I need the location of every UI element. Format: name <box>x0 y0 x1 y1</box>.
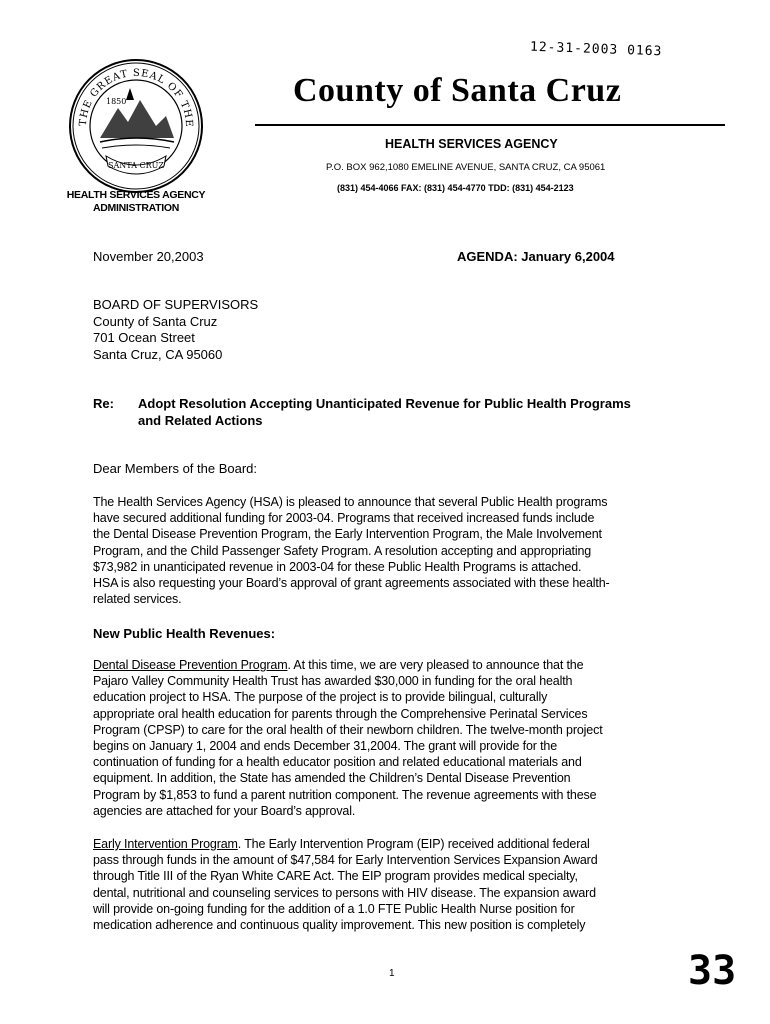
paragraph-line: medication adherence and continuous quality improvement. This new position is completely <box>93 918 586 933</box>
paragraph-line: agencies are attached for your Board’s approval. <box>93 803 356 818</box>
re-subject-line: Adopt Resolution Accepting Unanticipated Revenue for Public Health Programs <box>138 396 631 411</box>
letterhead-rule <box>255 124 725 126</box>
paragraph-line: related services. <box>93 592 182 607</box>
received-date-stamp: 12-31-2003 0163 <box>529 39 663 60</box>
section-heading: New Public Health Revenues: <box>93 626 276 641</box>
left-agency-line: ADMINISTRATION <box>92 202 179 214</box>
addressee-line: County of Santa Cruz <box>93 313 218 329</box>
letter-date: November 20,2003 <box>93 249 204 264</box>
agency-address: P.O. BOX 962,1080 EMELINE AVENUE, SANTA CRUZ, CA 95061 <box>326 162 606 173</box>
dental-first-line: . At this time, we are very pleased to announce that the <box>287 658 584 672</box>
addressee-block <box>93 297 258 363</box>
dental-paragraph <box>93 657 693 819</box>
paragraph-line <box>93 657 693 673</box>
seal-ribbon-text: SANTA CRUZ <box>108 161 164 170</box>
paragraph-line: dental, nutritional and counseling services to persons with HIV disease. The expansion award <box>93 885 596 900</box>
re-subject <box>138 396 698 429</box>
paragraph-line: Program by $1,853 to fund a parent nutrition component. The revenue agreements with these <box>93 787 597 802</box>
paragraph-line: $73,982 in unanticipated revenue in 2003-04 for these Public Health Programs is attached. <box>93 559 582 574</box>
agency-name: HEALTH SERVICES AGENCY <box>385 137 558 151</box>
paragraph-line: Program (CPSP) to care for the oral health of their newborn children. The twelve-month project <box>93 722 603 737</box>
page-number: 1 <box>389 968 395 979</box>
paragraph-line: through Title III of the Ryan White CARE Act. The EIP program provides medical specialty, <box>93 869 578 884</box>
paragraph-line: Pajaro Valley Community Health Trust has awarded $30,000 in funding for the oral health <box>93 674 573 689</box>
handwritten-page-number: 33 <box>688 948 737 994</box>
paragraph-line: begins on January 1, 2004 and ends December 31,2004. The grant will provide for the <box>93 739 558 754</box>
paragraph-line: continuation of funding for a health educator position and related educational materials and <box>93 755 582 770</box>
paragraph-line: have secured additional funding for 2003-04. Programs that received increased funds include <box>93 511 595 526</box>
paragraph-line: The Health Services Agency (HSA) is pleased to announce that several Public Health programs <box>93 495 608 509</box>
seal-ring-text: THE GREAT SEAL OF THE <box>77 67 195 128</box>
dental-program-title: Dental Disease Prevention Program <box>93 658 288 672</box>
paragraph-line: education project to HSA. The purpose of the project is to provide bilingual, culturally <box>93 690 548 705</box>
salutation: Dear Members of the Board: <box>93 461 258 476</box>
agency-phones: (831) 454-4066 FAX: (831) 454-4770 TDD: (831) 454-2123 <box>337 183 574 193</box>
re-subject-line: and Related Actions <box>138 412 263 428</box>
eip-program-title: Early Intervention Program <box>93 837 238 851</box>
paragraph-line: appropriate oral health education for parents through the Comprehensive Perinatal Services <box>93 706 588 721</box>
paragraph-line <box>93 836 693 852</box>
paragraph-line: will provide on-going funding for the addition of a 1.0 FTE Public Health Nurse position for <box>93 901 575 916</box>
intro-paragraph <box>93 494 693 607</box>
paragraph-line: HSA is also requesting your Board’s approval of grant agreements associated with these health- <box>93 576 610 591</box>
letterhead-title: County of Santa Cruz <box>293 72 622 109</box>
paragraph-line: equipment. In addition, the State has amended the Children’s Dental Disease Prevention <box>93 771 571 786</box>
left-agency-line: HEALTH SERVICES AGENCY <box>66 189 206 201</box>
paragraph-line: pass through funds in the amount of $47,584 for Early Intervention Services Expansion Award <box>93 853 598 868</box>
addressee-line: BOARD OF SUPERVISORS <box>93 297 259 312</box>
addressee-line: Santa Cruz, CA 95060 <box>93 346 223 362</box>
county-seal <box>66 56 206 196</box>
paragraph-line: Program, and the Child Passenger Safety Program. A resolution accepting and appropriating <box>93 543 592 558</box>
seal-year: 1850 <box>106 97 127 106</box>
addressee-line: 701 Ocean Street <box>93 330 195 345</box>
eip-paragraph <box>93 836 693 933</box>
agenda-date: AGENDA: January 6,2004 <box>457 249 615 264</box>
paragraph-line: the Dental Disease Prevention Program, the Early Intervention Program, the Male Involvement <box>93 527 602 542</box>
left-agency-block <box>56 189 216 215</box>
eip-first-line: . The Early Intervention Program (EIP) received additional federal <box>237 837 590 851</box>
county-seal-icon <box>66 56 206 196</box>
re-label: Re: <box>93 396 114 411</box>
